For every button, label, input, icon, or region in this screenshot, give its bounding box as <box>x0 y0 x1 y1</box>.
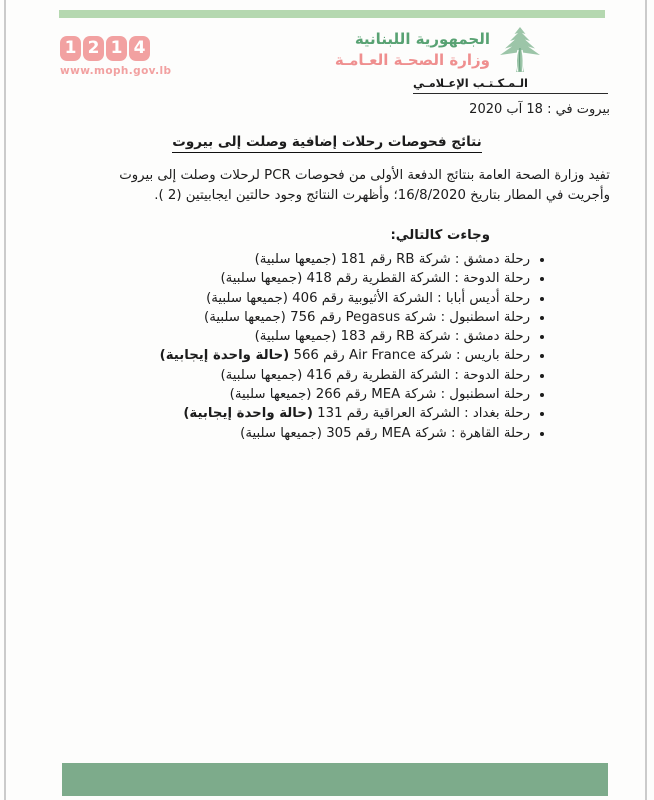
republic-title: الجمهورية اللبنانية <box>354 30 490 48</box>
flight-list-item <box>160 327 530 346</box>
flight-result: (حالة واحدة إيجابية) <box>159 348 290 364</box>
document-title-text: نتائج فحوصات رحلات إضافية وصلت إلى بيروت <box>172 134 482 153</box>
hotline-1214-logo <box>60 36 171 77</box>
flight-result: (جميعها سلبية) <box>240 425 322 441</box>
moph-website-url: www.moph.gov.lb <box>60 65 172 77</box>
list-intro-label: وجاءت كالتالي: <box>390 228 490 243</box>
hotline-digit-badge: 4 <box>129 36 150 61</box>
media-office-label: الـمـكـتـب الإعـلامـي <box>413 76 608 94</box>
flight-label: رحلة أديس أبابا : الشركة الأثيوبية رقم 406 <box>292 290 530 306</box>
flight-result: (جميعها سلبية) <box>229 387 312 403</box>
date-line: بيروت في : 18 آب 2020 <box>469 102 610 117</box>
flight-result: (حالة واحدة إيجابية) <box>183 406 313 422</box>
ministry-title: وزارة الصحـة العـامـة <box>334 51 490 69</box>
flight-label: رحلة اسطنبول : شركة MEA رقم 266 <box>315 387 530 403</box>
cedar-tree-icon <box>495 26 545 78</box>
bottom-green-bar <box>62 763 608 796</box>
flight-list-item <box>160 289 530 308</box>
flight-result: (جميعها سلبية) <box>220 367 303 383</box>
flight-list-item <box>160 366 530 385</box>
flight-list-item <box>160 250 530 269</box>
flight-list-item <box>160 385 530 404</box>
flight-result: (جميعها سلبية) <box>254 329 337 345</box>
flight-label: رحلة الدوحة : الشركة القطرية رقم 418 <box>306 271 530 287</box>
flight-label: رحلة القاهرة : شركة MEA رقم 305 <box>326 425 530 441</box>
hotline-digit-badge: 1 <box>60 36 81 61</box>
page-right-border <box>645 0 647 800</box>
flight-list-item <box>160 404 530 423</box>
flight-label: رحلة باريس : شركة Air France رقم 566 <box>293 348 530 364</box>
flight-results-list <box>160 250 550 443</box>
top-green-bar <box>59 10 605 18</box>
hotline-digit-badge: 2 <box>83 36 104 61</box>
hotline-digit-badge: 1 <box>106 36 127 61</box>
intro-paragraph: تفيد وزارة الصحة العامة بنتائج الدفعة الأولى من فحوصات PCR لرحلات وصلت إلى بيروت وأجريت في المطار بتاريخ 16/8/2020؛ وأظهرت النتائج وجود حالتين ايجابيتين (2 ). <box>119 168 610 203</box>
flight-result: (جميعها سلبية) <box>204 309 286 325</box>
flight-label: رحلة دمشق : شركة RB رقم 181 <box>340 252 530 267</box>
document-title <box>0 131 654 150</box>
flight-result: (جميعها سلبية) <box>220 271 303 287</box>
flight-result: (جميعها سلبية) <box>206 290 288 306</box>
flight-label: رحلة دمشق : شركة RB رقم 183 <box>340 329 530 345</box>
flight-list-item <box>160 424 530 443</box>
flight-result: (جميعها سلبية) <box>254 252 337 267</box>
page-left-border <box>4 0 6 800</box>
flight-label: رحلة الدوحة : الشركة القطرية رقم 416 <box>306 367 530 383</box>
hotline-digits <box>60 36 171 61</box>
flight-list-item <box>160 346 530 365</box>
flight-list-item <box>160 308 530 327</box>
flight-label: رحلة بغداد : الشركة العراقية رقم 131 <box>317 406 530 422</box>
flight-label: رحلة اسطنبول : شركة Pegasus رقم 756 <box>290 309 530 325</box>
ministry-header <box>335 30 490 70</box>
flight-list-item <box>160 269 530 288</box>
